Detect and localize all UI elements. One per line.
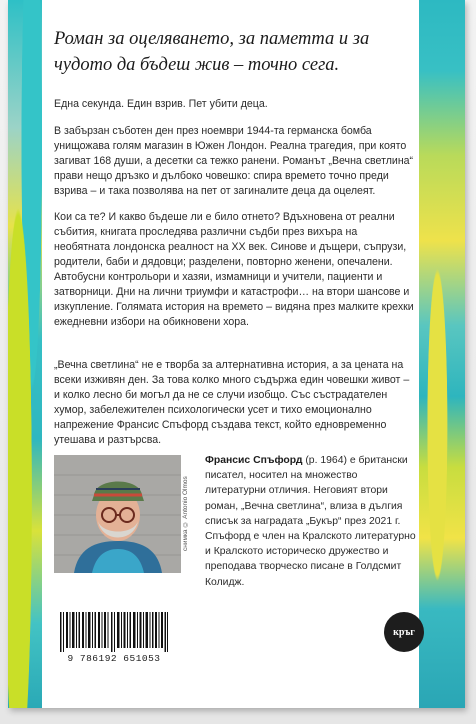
blurb-paragraph-1: Една секунда. Един взрив. Пет убити деца. xyxy=(54,98,268,110)
author-photo xyxy=(54,455,181,573)
book-back-cover xyxy=(8,0,465,708)
author-bio-text: (р. 1964) е британски писател, носител на множество литературни отличия. Неговият втори роман, „Вечна светлина“, влиза в дългия списък за наградата „Букър“ през 2021 г. Спъфорд е член на Кралското литературно и Кралското историческо дружество и преподава творческо писане в Голдсмит Колидж. xyxy=(205,455,416,588)
isbn-barcode xyxy=(54,612,174,666)
isbn-number: 9 786192 651053 xyxy=(67,653,161,664)
cover-art-right-stripe xyxy=(419,0,465,708)
barcode-icon xyxy=(60,612,168,652)
blurb-paragraph-2: В забързан съботен ден през ноември 1944-та германска бомба унищожава голям магазин в Южен Лондон. Реална трагедия, при която загиват 168 души, а десетки са тежко ранени. Романът „Вечна светлина“ прави нещо дръзко и дълбоко човешко: спира времето точно преди взрива – и така позволява на пет от загиналите деца да оцелеят. xyxy=(54,125,414,197)
photo-credit: снимка © Antonio Olmos xyxy=(182,476,189,552)
author-bio xyxy=(205,453,417,590)
blurb-paragraph-4: „Вечна светлина“ не е творба за алтернативна история, а за цената на всеки изживян ден. За това колко много съдържа един човешки живот – и колко лесно би могъл да не се случи изобщо. Със състрадателен хумор, забележителен психологически усет и тихо емоционално напрежение Франсис Спъфорд създава текст, който едновременно утешава и разтърсва. xyxy=(54,359,410,446)
publisher-logo: кръг xyxy=(384,612,424,652)
tagline: Роман за оцеляването, за паметта и за чудото да бъдеш жив – точно сега. xyxy=(54,29,370,75)
cover-art-left-stripe xyxy=(8,0,42,708)
author-name: Франсис Спъфорд xyxy=(205,455,303,466)
blurb-paragraph-3: Кои са те? И какво бъдеше ли е било отнето? Вдъхновена от реални събития, книгата проследява различни съдби през вихъра на необятната лондонска реалност на ХХ век. Синове и дъщери, съпрузи, родители, баби и дядовци; разделени, повторно женени, опечалени. Автобусни контрольори и хазяи, измамници и учители, пациенти и затворници. Дни на лични триумфи и катастрофи… на втори шансове и изкупление. Голямата история на времето – видяна през малките крехки ежедневни избори на обикновени хора. xyxy=(54,211,414,328)
cover-text-area xyxy=(54,0,414,708)
